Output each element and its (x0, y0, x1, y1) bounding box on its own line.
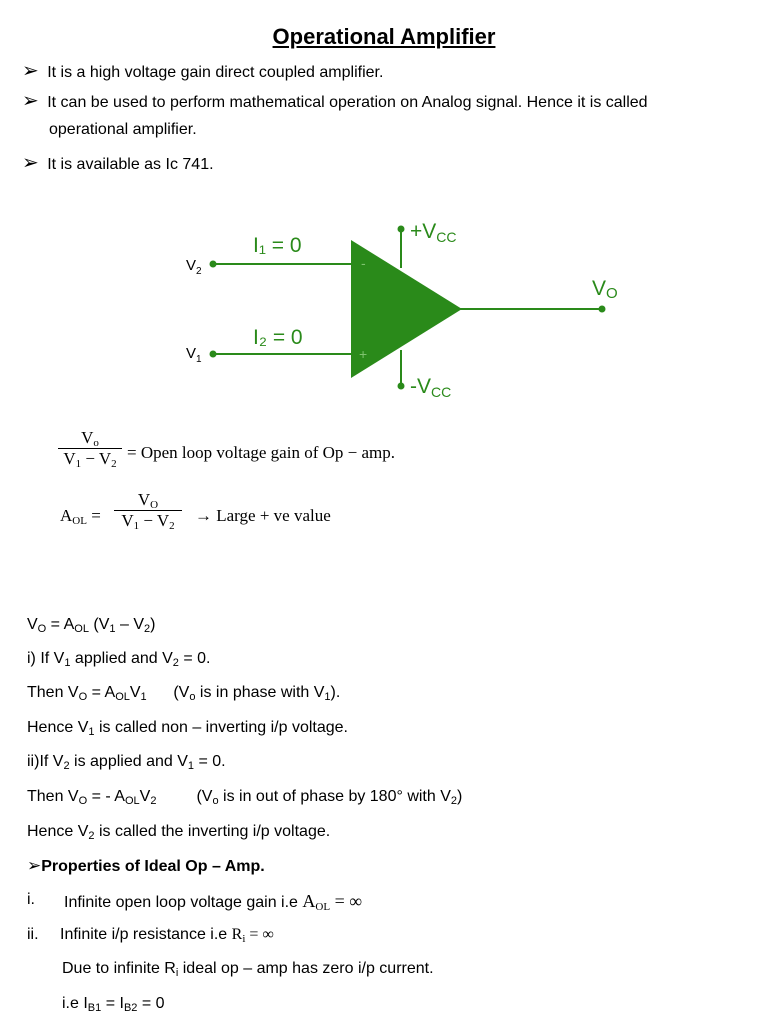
plus-sign: + (359, 346, 368, 362)
vo-label: VO (592, 277, 618, 302)
bullet-2-text: It can be used to perform mathematical operation on Analog signal. Hence it is called (47, 94, 648, 111)
v1-label: $V_1$ (186, 345, 202, 365)
property-ii-number: ii. (27, 926, 39, 943)
line-noninverting-def: Hence $V_1$ is called non – inverting i/p voltage. (27, 719, 348, 738)
property-ii-text: Infinite i/p resistance i.e $R_i$ = ∞ (60, 926, 274, 945)
formula2-numerator: $V_O$ (137, 490, 159, 511)
formula2-lhs: $A_{OL}$ = (60, 506, 101, 527)
line-vo-equation: $V_O = A_{OL}$ $(V_1 - V_2)$ (27, 616, 156, 635)
formula2-rhs: → Large + ve value (195, 506, 331, 525)
formula2-denominator: $V_1 - V_2$ (121, 511, 175, 532)
vcc-negative-label: -VCC (410, 375, 452, 400)
arrow-bullet-icon: ➢ (22, 60, 39, 82)
property-i-math: $A_{OL}$ = ∞ (302, 891, 363, 913)
vo-terminal-dot (599, 306, 606, 313)
v2-label: $V_2$ (186, 257, 202, 277)
line-then-vo-inv: Then $V_O$ = - $A_{OL}V_2$ ($V_o$ is in out of phase by 180° with $V_2$) (27, 788, 463, 807)
op-amp-diagram (0, 0, 768, 420)
formula1-denominator: $V_1 - V_2$ (63, 449, 117, 470)
formula2-fraction (114, 490, 182, 531)
i1-label: I₁ = 0 (253, 234, 302, 257)
line-inverting-def: Hence $V_2$ is called the inverting i/p voltage. (27, 823, 331, 842)
note-bias-currents: i.e $I_{B1} = I_{B2} = 0$ (62, 995, 165, 1014)
formula1-fraction (58, 428, 122, 469)
arrow-bullet-icon: ➢ (22, 152, 39, 174)
op-amp-triangle (351, 240, 462, 378)
line-case-ii: ii)If $V_2$ is applied and $V_1 = 0$. (27, 753, 226, 772)
minus-sign: - (361, 255, 366, 271)
formula1-numerator: $V_o$ (81, 428, 99, 449)
property-i-number: i. (27, 891, 35, 908)
formula1-rhs: = Open loop voltage gain of Op − amp. (127, 443, 395, 462)
v2-terminal-dot (210, 261, 217, 268)
bullet-1-text: It is a high voltage gain direct coupled amplifier. (47, 64, 384, 81)
page-title: Operational Amplifier (272, 24, 496, 49)
bullet-3-text: It is available as Ic 741. (47, 156, 214, 173)
note-zero-input-current: Due to infinite $R_i$ ideal op – amp has zero i/p current. (62, 960, 434, 979)
line-then-vo-noninv: Then $V_O = A_{OL}V_1$ ($V_o$ is in phase with $V_1$). (27, 684, 341, 703)
v1-terminal-dot (210, 351, 217, 358)
property-i-text: Infinite open loop voltage gain i.e $A_{OL}$ = ∞ (64, 891, 363, 913)
vcc-positive-label: +VCC (410, 220, 457, 245)
properties-heading: ➢Properties of Ideal Op – Amp. (27, 856, 265, 875)
line-case-i: i) If $V_1$ applied and $V_2 = 0$. (27, 650, 211, 669)
vcc-negative-dot (398, 383, 405, 390)
i2-label: I₂ = 0 (253, 326, 303, 349)
vcc-positive-dot (398, 226, 405, 233)
property-ii-math: $R_i$ = ∞ (231, 926, 274, 945)
bullet-2-continued: operational amplifier. (49, 121, 197, 138)
arrow-bullet-icon: ➢ (22, 90, 39, 112)
arrow-bullet-icon: ➢ (27, 856, 42, 875)
